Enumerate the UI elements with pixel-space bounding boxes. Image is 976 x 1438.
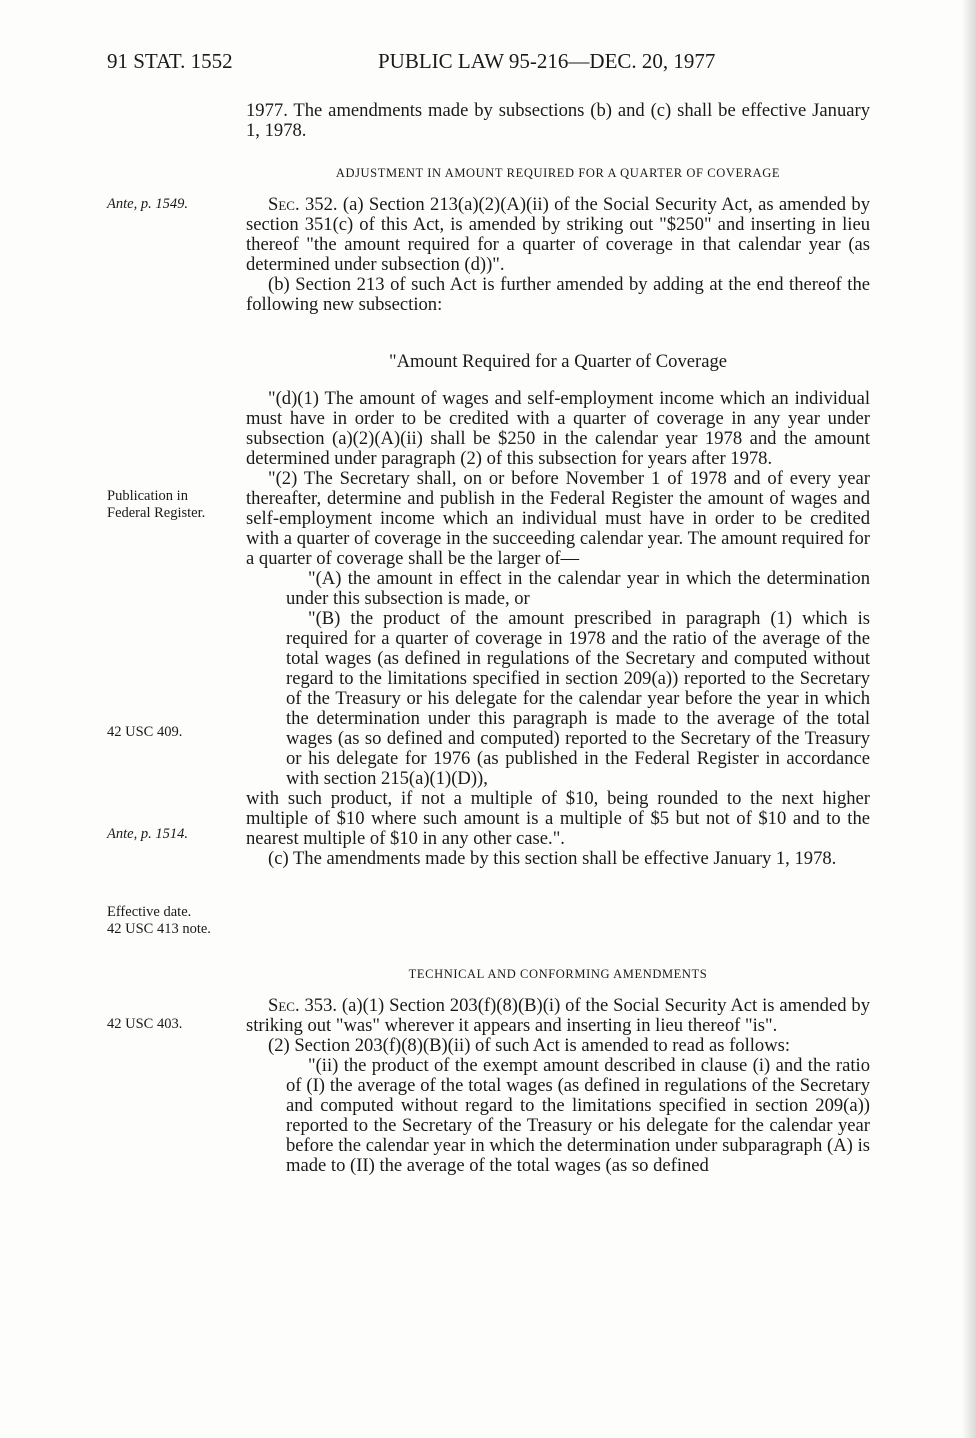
paragraph-intro [246,101,870,141]
section-353-a2: (2) Section 203(f)(8)(B)(ii) of such Act is amended to read as follows: [268,1035,791,1056]
paragraph-d2: "(2) The Secretary shall, on or before November 1 of 1978 and of every year thereafter, determine and publish in the Federal Register the amount of wages and self-employment income which an individual must have in order to be credited with a quarter of coverage in the succeeding calendar year. The amount required for a quarter of coverage shall be the larger of— [246,468,870,569]
sec-label: Sec. [268,194,300,215]
margin-note-42-usc-409: 42 USC 409. [107,724,183,740]
margin-note-effective-line2: 42 USC 413 note. [107,921,211,937]
section-352-a-text: 352. (a) Section 213(a)(2)(A)(ii) of the Social Security Act, as amended by section 351(c) of this Act, is amended by striking out "$250" and inserting in lieu thereof "the amount required for a quarter of coverage in that calendar year (as determined under subsection (d))". [246,194,870,275]
margin-note-ante-1549: Ante, p. 1549. [107,196,188,212]
margin-note-ante-1514: Ante, p. 1514. [107,826,188,842]
clause-353-ii: "(ii) the product of the exempt amount described in clause (i) and the ratio of (I) the average of the total wages (as defined in regulations of the Secretary and computed without regard to the limitations specified in section 209(a)) reported to the Secretary of the Treasury or his delegate for the calendar year before the calendar year in which the determination under subparagraph (A) is made to (II) the average of the total wages (as so defined [286,1055,870,1176]
public-law-title: PUBLIC LAW 95-216—DEC. 20, 1977 [378,49,716,73]
paragraph-d2-tail: with such product, if not a multiple of $10, being rounded to the next higher multiple of $10 where such amount is a multiple of $5 but not of $10 and to the nearest multiple of $10 in any other case.". [246,788,870,849]
subsection-title: "Amount Required for a Quarter of Coverage [388,351,728,372]
paragraph-d1: "(d)(1) The amount of wages and self-employment income which an individual must have in order to be credited with a quarter of coverage in any year under subsection (a)(2)(A)(ii) shall be $250 in the calendar year 1978 and the amount determined under paragraph (2) of this subsection for years after 1978. [246,388,870,469]
section-353-a1-text: 353. (a)(1) Section 203(f)(8)(B)(i) of the Social Security Act is amended by striking out "was" wherever it appears and inserting in lieu thereof "is". [246,995,870,1036]
margin-note-effective-date [107,904,247,938]
page-edge-shadow [962,0,976,1438]
clause-d2-b: "(B) the product of the amount prescribed in paragraph (1) which is required for a quarter of coverage in 1978 and the ratio of the average of the total wages (as defined in regulations of the Secretary and computed without regard to the limitations specified in section 209(a)) reported to the Secretary of the Treasury or his delegate for the calendar year before the year in which the determination under this paragraph is made to the average of the total wages (as so defined and computed) reported to the Secretary of the Treasury or his delegate for 1976 (as published in the Federal Register in accordance with section 215(a)(1)(D)), [286,608,870,789]
sec-label: Sec. [268,995,300,1016]
section-352-b: (b) Section 213 of such Act is further amended by adding at the end thereof the following new subsection: [246,274,870,315]
heading-technical: TECHNICAL AND CONFORMING AMENDMENTS [408,967,708,981]
intro-text: 1977. The amendments made by subsections (b) and (c) shall be effective January 1, 1978. [246,100,870,141]
statute-page-number: 91 STAT. 1552 [107,49,233,73]
margin-note-publication [107,488,247,522]
section-352-a [246,195,870,275]
margin-note-effective-line1: Effective date. [107,904,192,920]
margin-note-publication-line2: Federal Register. [107,505,206,521]
section-352 [246,195,870,315]
section-352-c: (c) The amendments made by this section shall be effective January 1, 1978. [268,848,837,869]
heading-adjustment: ADJUSTMENT IN AMOUNT REQUIRED FOR A QUARTER OF COVERAGE [335,166,781,180]
section-353-a1 [246,996,870,1036]
subsection-d [246,389,870,869]
page-header [0,49,976,79]
margin-note-publication-line1: Publication in [107,488,188,504]
section-353 [246,996,870,1176]
margin-note-42-usc-403: 42 USC 403. [107,1016,183,1032]
clause-d2-a: "(A) the amount in effect in the calendar year in which the determination under this subsection is made, or [286,568,870,609]
